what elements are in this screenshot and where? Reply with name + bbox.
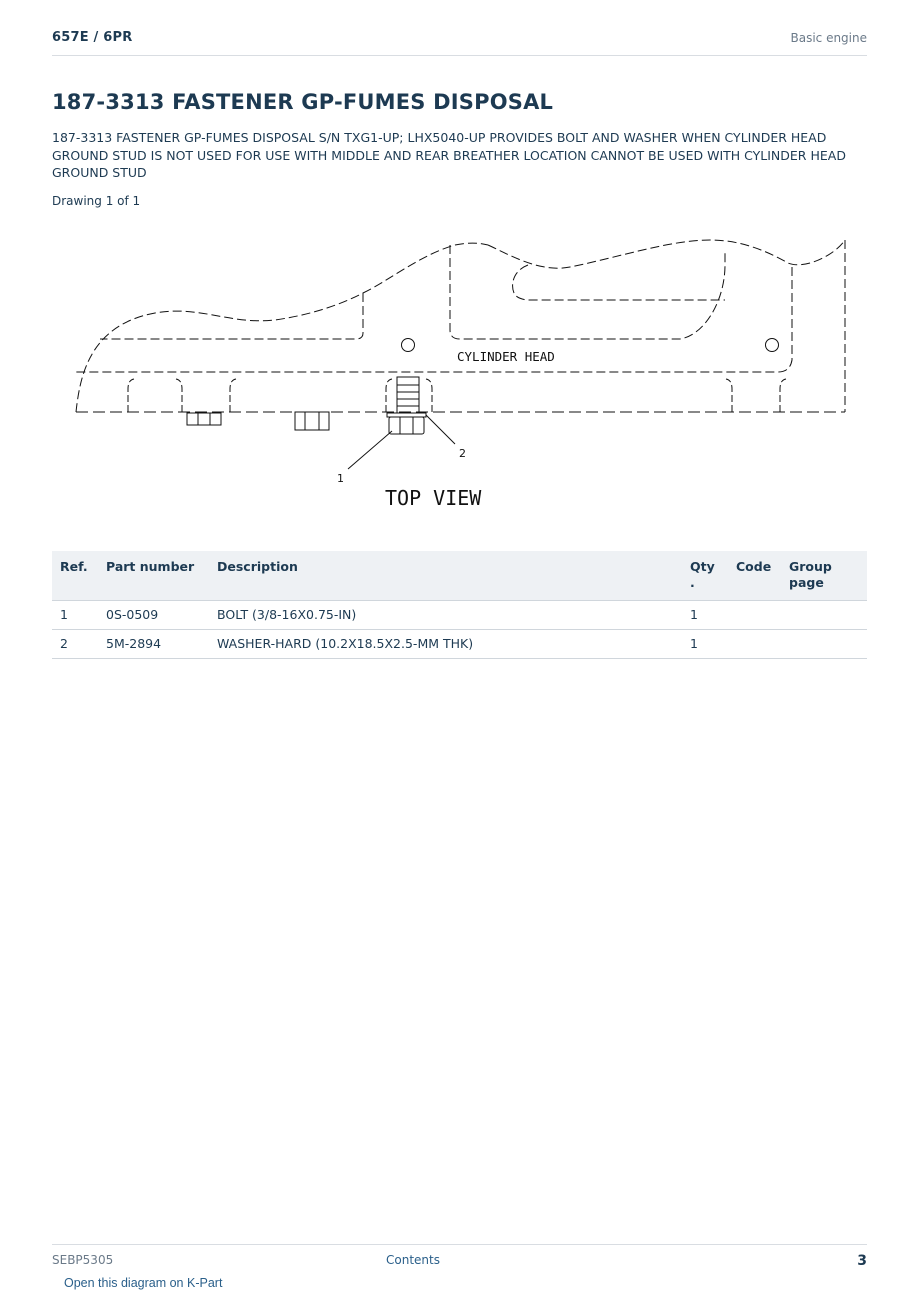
model-label: 657E / 6PR: [52, 30, 133, 45]
washer-part: [387, 413, 426, 417]
page-footer: [52, 1244, 867, 1275]
cell-qty: 1: [682, 630, 728, 659]
part-description: 187-3313 FASTENER GP-FUMES DISPOSAL S/N TXG1-UP; LHX5040-UP PROVIDES BOLT AND WASHER WHEN CYLINDER HEAD GROUND STUD IS NOT USED FOR USE WITH MIDDLE AND REAR BREATHER LOCATION CANNOT BE USED WITH CYLINDER HEAD GROUND STUD: [52, 130, 846, 180]
open-diagram-link[interactable]: Open this diagram on K-Part: [64, 1276, 223, 1290]
contents-link[interactable]: Contents: [386, 1253, 440, 1267]
leader-line-2: [426, 415, 455, 444]
cell-code: [728, 601, 781, 630]
cell-part-number: 0S-0509: [98, 601, 209, 630]
bolt-part: [389, 377, 424, 434]
header-ref: Ref.: [52, 551, 98, 601]
table-row: [52, 601, 867, 630]
callout-1: 1: [337, 472, 344, 485]
view-label: TOP VIEW: [385, 486, 482, 510]
cell-qty: 1: [682, 601, 728, 630]
header-part-number: Part number: [98, 551, 209, 601]
table-header-row: [52, 551, 867, 601]
cell-group-page: [781, 601, 867, 630]
cell-code: [728, 630, 781, 659]
page-title: 187-3313 FASTENER GP-FUMES DISPOSAL: [52, 90, 554, 114]
cell-group-page: [781, 630, 867, 659]
header-code: Code: [728, 551, 781, 601]
cell-ref: 1: [52, 601, 98, 630]
parts-diagram: [60, 225, 860, 525]
parts-table: [52, 551, 867, 659]
callout-2: 2: [459, 447, 466, 460]
ground-stud: [187, 412, 329, 430]
cylinder-head-outline: [76, 240, 845, 412]
header-description: Description: [209, 551, 682, 601]
section-label: Basic engine: [790, 31, 867, 45]
document-number: SEBP5305: [52, 1253, 114, 1267]
page-header: [52, 28, 867, 56]
table-row: [52, 630, 867, 659]
header-group-page: Group page: [781, 551, 867, 601]
drawing-count: Drawing 1 of 1: [52, 194, 141, 208]
leader-line-1: [348, 431, 392, 469]
cell-ref: 2: [52, 630, 98, 659]
cell-description: WASHER-HARD (10.2X18.5X2.5-MM THK): [209, 630, 682, 659]
cell-description: BOLT (3/8-16X0.75-IN): [209, 601, 682, 630]
page-number: 3: [857, 1253, 867, 1269]
header-qty: Qty .: [682, 551, 728, 601]
cell-part-number: 5M-2894: [98, 630, 209, 659]
cylinder-head-label: CYLINDER HEAD: [457, 349, 555, 364]
